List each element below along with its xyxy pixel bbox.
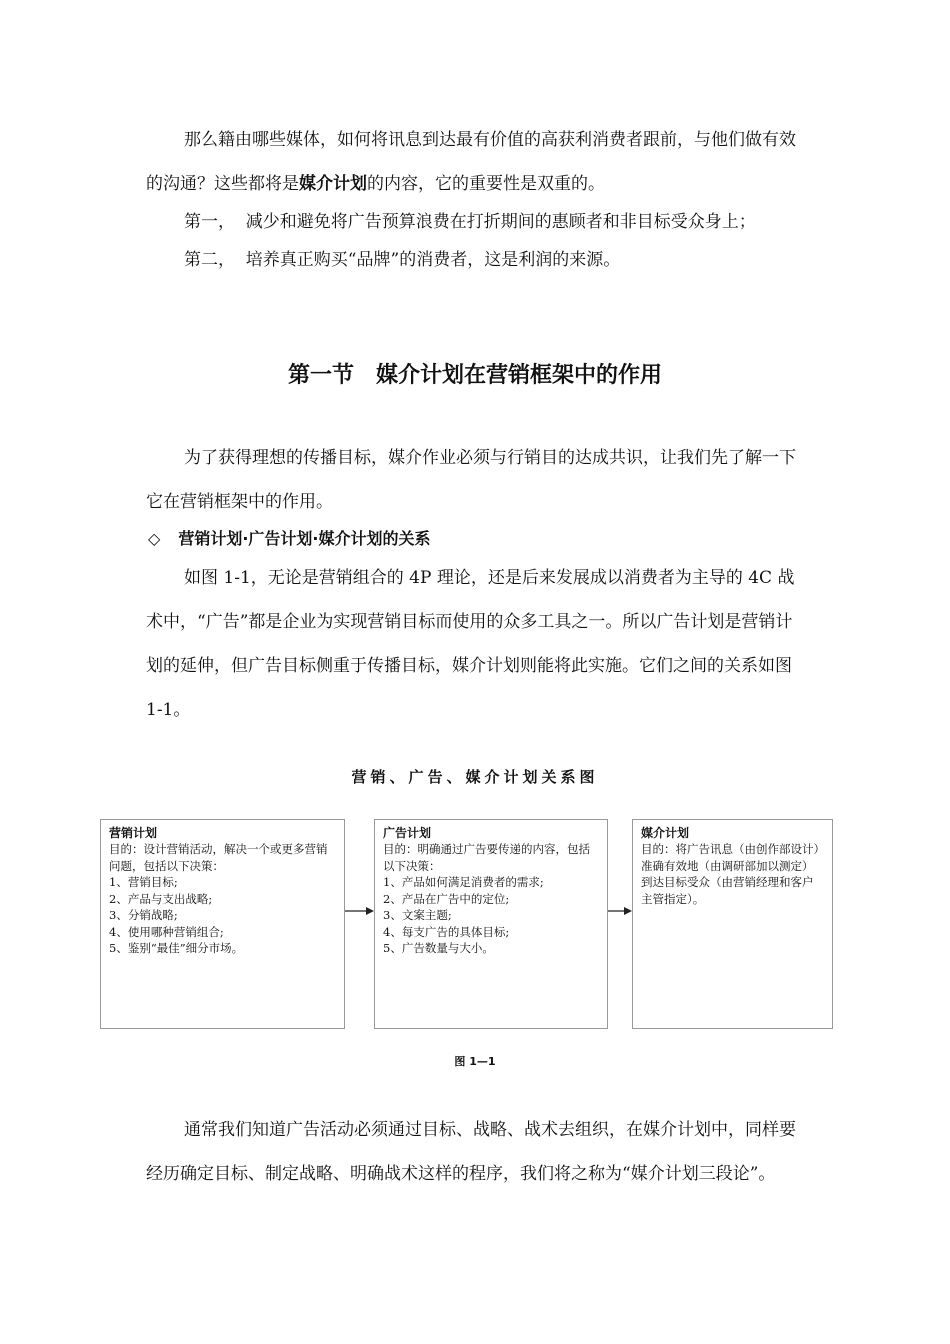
box-line: 3、分销战略; — [109, 908, 178, 922]
box-line: 5、鉴别“最佳”细分市场。 — [109, 941, 244, 955]
media-plan-box — [632, 819, 833, 1029]
box-line: 目的：将广告讯息（由创作部设计）准确有效地（由调研部加以测定）到达目标受众（由营销经理和客户主管指定）。 — [641, 842, 820, 906]
box-line: 4、使用哪种营销组合; — [109, 924, 224, 939]
intro-text-end: 的内容，它的重要性是双重的。 — [367, 174, 605, 194]
box-title: 媒介计划 — [641, 826, 690, 840]
box-line: 2、产品与支出战略; — [109, 891, 213, 906]
box-line: 目的：设计营销活动，解决一个或更多营销问题，包括以下决策： — [109, 842, 328, 873]
box-title: 广告计划 — [383, 826, 432, 840]
marketing-plan-box — [100, 819, 345, 1029]
intro-paragraph — [146, 118, 808, 206]
box-title: 营销计划 — [109, 826, 158, 840]
arrow-right-icon — [608, 904, 632, 918]
arrow-right-icon — [345, 904, 374, 918]
intro-text: 那么籍由哪些媒体，如何将讯息到达最有价值的高获利消费者跟前，与他们做有效的沟通？这些都将是 — [146, 130, 796, 194]
point-one: 第一， 减少和避免将广告预算浪费在打折期间的惠顾者和非目标受众身上； — [184, 212, 756, 232]
box-line: 1、产品如何满足消费者的需求; — [383, 875, 544, 889]
paragraph-goal: 为了获得理想的传播目标，媒介作业必须与行销目的达成共识，让我们先了解一下它在营销框架中的作用。 — [146, 448, 796, 512]
figure-caption: 图 1—1 — [454, 1055, 496, 1068]
point-two: 第二， 培养真正购买“品牌”的消费者，这是利润的来源。 — [184, 250, 621, 270]
box-line: 3、文案主题; — [383, 908, 452, 922]
diamond-icon: ◇ — [148, 529, 161, 548]
box-line: 1、营销目标; — [109, 875, 178, 889]
box-line: 4、每支广告的具体目标; — [383, 924, 510, 939]
paragraph-4p-4c: 如图 1-1，无论是营销组合的 4P 理论，还是后来发展成以消费者为主导的 4C 战术中，“广告”都是企业为实现营销目标而使用的众多工具之一。所以广告计划是营销计划的延伸，但广告目标侧重于传播目标，媒介计划则能将此实施。它们之间的关系如图 1-1。 — [146, 568, 795, 720]
figure-title: 营销、广告、媒介计划关系图 — [351, 768, 599, 786]
media-plan-keyword: 媒介计划 — [299, 174, 367, 194]
advertising-plan-box — [374, 819, 608, 1029]
paragraph-three-stage: 通常我们知道广告活动必须通过目标、战略、战术去组织，在媒介计划中，同样要经历确定目标、制定战略、明确战术这样的程序，我们将之称为“媒介计划三段论”。 — [146, 1120, 796, 1184]
subheading — [148, 525, 430, 553]
box-line: 目的：明确通过广告要传递的内容，包括以下决策： — [383, 842, 590, 873]
subheading-text: 营销计划·广告计划·媒介计划的关系 — [178, 529, 431, 548]
box-line: 5、广告数量与大小。 — [383, 941, 494, 955]
box-line: 2、产品在广告中的定位; — [383, 891, 510, 906]
section-title: 第一节 媒介计划在营销框架中的作用 — [287, 363, 662, 388]
